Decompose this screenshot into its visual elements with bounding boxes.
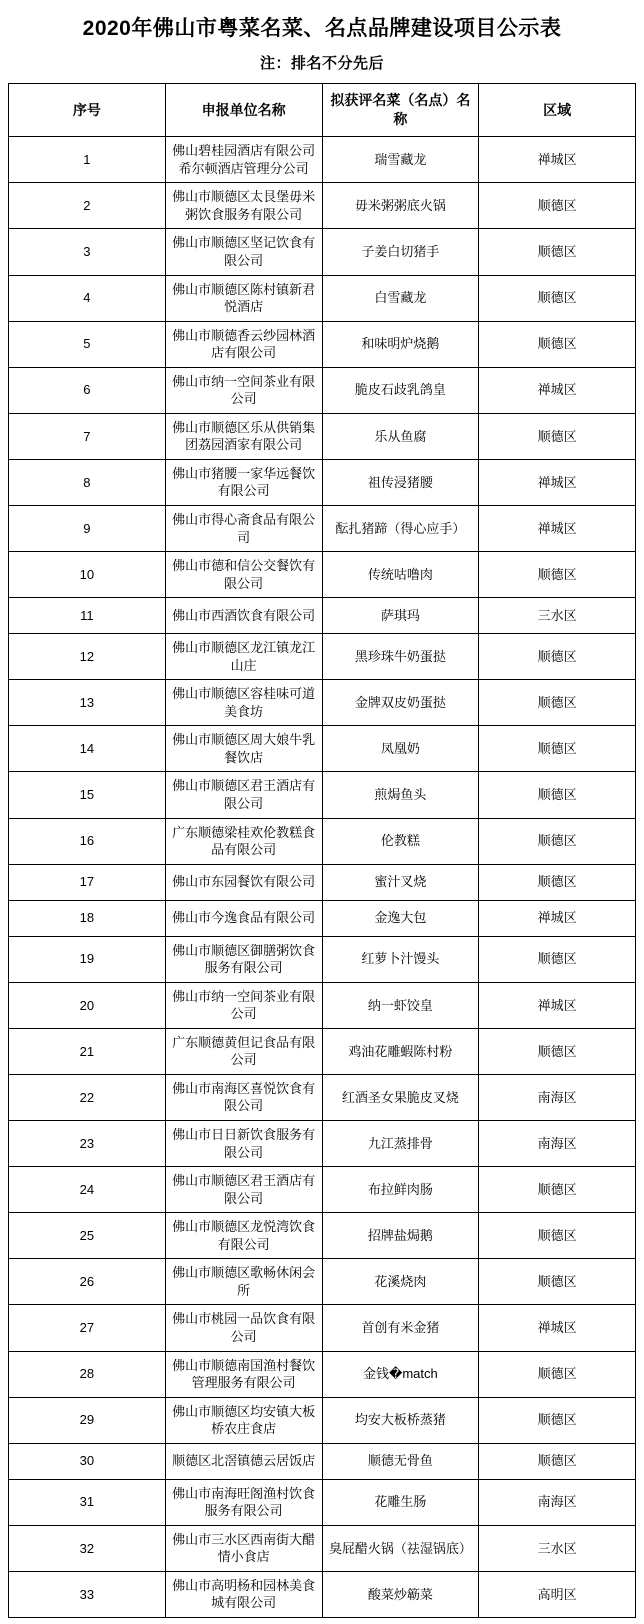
table-row xyxy=(9,982,636,1028)
cell-index: 27 xyxy=(9,1305,166,1351)
cell-area: 顺德区 xyxy=(479,1351,636,1397)
cell-unit-name: 佛山市顺德区坚记饮食有限公司 xyxy=(165,229,322,275)
column-header-index: 序号 xyxy=(9,84,166,137)
cell-area: 顺德区 xyxy=(479,936,636,982)
cell-unit-name: 佛山市纳一空间茶业有限公司 xyxy=(165,982,322,1028)
cell-unit-name: 佛山市德和信公交餐饮有限公司 xyxy=(165,552,322,598)
table-row xyxy=(9,772,636,818)
cell-index: 26 xyxy=(9,1259,166,1305)
cell-area: 顺德区 xyxy=(479,680,636,726)
cell-unit-name: 佛山市顺德区均安镇大板桥农庄食店 xyxy=(165,1397,322,1443)
table-row xyxy=(9,506,636,552)
table-row xyxy=(9,864,636,900)
cell-area: 三水区 xyxy=(479,1525,636,1571)
cell-area: 顺德区 xyxy=(479,413,636,459)
cell-index: 18 xyxy=(9,900,166,936)
cell-index: 31 xyxy=(9,1479,166,1525)
cell-unit-name: 佛山市西酒饮食有限公司 xyxy=(165,598,322,634)
cell-dish-name: 酝扎猪蹄（得心应手） xyxy=(322,506,479,552)
cell-dish-name: 凤凰奶 xyxy=(322,726,479,772)
cell-index: 4 xyxy=(9,275,166,321)
table-row xyxy=(9,1397,636,1443)
cell-dish-name: 均安大板桥蒸猪 xyxy=(322,1397,479,1443)
cell-area: 顺德区 xyxy=(479,183,636,229)
cell-area: 禅城区 xyxy=(479,506,636,552)
table-row xyxy=(9,1074,636,1120)
cell-index: 11 xyxy=(9,598,166,634)
cell-area: 禅城区 xyxy=(479,982,636,1028)
cell-area: 禅城区 xyxy=(479,1305,636,1351)
table-row xyxy=(9,229,636,275)
table-row xyxy=(9,413,636,459)
table-row xyxy=(9,634,636,680)
cell-unit-name: 佛山市顺德区陈村镇新君悦酒店 xyxy=(165,275,322,321)
table-row xyxy=(9,1571,636,1617)
cell-dish-name: 臭屁醋火锅（祛湿锅底） xyxy=(322,1525,479,1571)
cell-unit-name: 佛山市顺德区周大娘牛乳餐饮店 xyxy=(165,726,322,772)
cell-dish-name: 脆皮石歧乳鸽皇 xyxy=(322,367,479,413)
cell-area: 禅城区 xyxy=(479,900,636,936)
page-title: 2020年佛山市粤菜名菜、名点品牌建设项目公示表 xyxy=(82,17,562,40)
cell-dish-name: 酸菜炒簕菜 xyxy=(322,1571,479,1617)
cell-unit-name: 佛山碧桂园酒店有限公司希尔顿酒店管理分公司 xyxy=(165,137,322,183)
cell-dish-name: 鸡油花雕蝦陈村粉 xyxy=(322,1028,479,1074)
table-row xyxy=(9,680,636,726)
cell-dish-name: 红酒圣女果脆皮叉烧 xyxy=(322,1074,479,1120)
cell-index: 33 xyxy=(9,1571,166,1617)
cell-index: 10 xyxy=(9,552,166,598)
table-row xyxy=(9,598,636,634)
cell-area: 顺德区 xyxy=(479,1259,636,1305)
table-row xyxy=(9,1479,636,1525)
cell-unit-name: 佛山市顺德区乐从供销集团荔园酒家有限公司 xyxy=(165,413,322,459)
table-row xyxy=(9,1305,636,1351)
cell-dish-name: 瑞雪藏龙 xyxy=(322,137,479,183)
cell-dish-name: 萨琪玛 xyxy=(322,598,479,634)
cell-dish-name: 红萝卜汁馒头 xyxy=(322,936,479,982)
cell-dish-name: 金钱�match xyxy=(322,1351,479,1397)
cell-dish-name: 黑珍珠牛奶蛋挞 xyxy=(322,634,479,680)
column-header-dish: 拟获评名菜（名点）名称 xyxy=(322,84,479,137)
cell-index: 12 xyxy=(9,634,166,680)
table-row xyxy=(9,1167,636,1213)
cell-unit-name: 佛山市三水区西南街大醋情小食店 xyxy=(165,1525,322,1571)
table-row xyxy=(9,900,636,936)
cell-area: 顺德区 xyxy=(479,552,636,598)
cell-unit-name: 佛山市顺德区龙悦湾饮食有限公司 xyxy=(165,1213,322,1259)
cell-dish-name: 纳一虾饺皇 xyxy=(322,982,479,1028)
cell-unit-name: 佛山市顺德区太艮堡毋米粥饮食服务有限公司 xyxy=(165,183,322,229)
cell-area: 顺德区 xyxy=(479,864,636,900)
cell-dish-name: 祖传浸猪腰 xyxy=(322,459,479,505)
cell-dish-name: 和味明炉烧鹅 xyxy=(322,321,479,367)
table-row xyxy=(9,1351,636,1397)
cell-unit-name: 佛山市南海区喜悦饮食有限公司 xyxy=(165,1074,322,1120)
column-header-area: 区域 xyxy=(479,84,636,137)
cell-unit-name: 佛山市顺德香云纱园林酒店有限公司 xyxy=(165,321,322,367)
cell-unit-name: 佛山市顺德区君王酒店有限公司 xyxy=(165,1167,322,1213)
ranking-note: 注：排名不分先后 xyxy=(259,55,384,73)
cell-dish-name: 伦教糕 xyxy=(322,818,479,864)
cell-unit-name: 佛山市得心斋食品有限公司 xyxy=(165,506,322,552)
cell-unit-name: 佛山市高明杨和园林美食城有限公司 xyxy=(165,1571,322,1617)
cell-dish-name: 乐从鱼腐 xyxy=(322,413,479,459)
cell-area: 三水区 xyxy=(479,598,636,634)
table-row xyxy=(9,367,636,413)
column-header-unit: 申报单位名称 xyxy=(165,84,322,137)
cell-area: 顺德区 xyxy=(479,634,636,680)
cell-index: 24 xyxy=(9,1167,166,1213)
cell-index: 16 xyxy=(9,818,166,864)
cell-dish-name: 顺德无骨鱼 xyxy=(322,1443,479,1479)
cell-index: 8 xyxy=(9,459,166,505)
cell-area: 顺德区 xyxy=(479,726,636,772)
cell-unit-name: 佛山市南海旺阁渔村饮食服务有限公司 xyxy=(165,1479,322,1525)
cell-dish-name: 花溪烧肉 xyxy=(322,1259,479,1305)
cell-dish-name: 白雪藏龙 xyxy=(322,275,479,321)
cell-area: 顺德区 xyxy=(479,275,636,321)
cell-unit-name: 佛山市顺德区君王酒店有限公司 xyxy=(165,772,322,818)
cell-area: 顺德区 xyxy=(479,1167,636,1213)
table-row xyxy=(9,1213,636,1259)
cell-index: 7 xyxy=(9,413,166,459)
project-table xyxy=(8,83,636,1618)
cell-index: 25 xyxy=(9,1213,166,1259)
cell-dish-name: 招牌盐焗鹅 xyxy=(322,1213,479,1259)
cell-area: 顺德区 xyxy=(479,1443,636,1479)
cell-dish-name: 布拉鲜肉肠 xyxy=(322,1167,479,1213)
cell-area: 顺德区 xyxy=(479,772,636,818)
cell-unit-name: 佛山市桃园一品饮食有限公司 xyxy=(165,1305,322,1351)
cell-unit-name: 广东顺德梁桂欢伦教糕食品有限公司 xyxy=(165,818,322,864)
cell-index: 22 xyxy=(9,1074,166,1120)
cell-area: 顺德区 xyxy=(479,229,636,275)
cell-area: 顺德区 xyxy=(479,321,636,367)
cell-index: 3 xyxy=(9,229,166,275)
cell-unit-name: 佛山市今逸食品有限公司 xyxy=(165,900,322,936)
cell-unit-name: 广东顺德黄但记食品有限公司 xyxy=(165,1028,322,1074)
cell-index: 13 xyxy=(9,680,166,726)
cell-area: 禅城区 xyxy=(479,459,636,505)
table-row xyxy=(9,1259,636,1305)
cell-index: 9 xyxy=(9,506,166,552)
table-row xyxy=(9,726,636,772)
cell-area: 禅城区 xyxy=(479,137,636,183)
cell-dish-name: 煎焗鱼头 xyxy=(322,772,479,818)
cell-unit-name: 佛山市顺德区容桂味可道美食坊 xyxy=(165,680,322,726)
cell-dish-name: 金逸大包 xyxy=(322,900,479,936)
table-body xyxy=(9,137,636,1618)
table-row xyxy=(9,183,636,229)
cell-area: 南海区 xyxy=(479,1074,636,1120)
cell-unit-name: 佛山市东园餐饮有限公司 xyxy=(165,864,322,900)
table-header xyxy=(9,84,636,137)
cell-area: 禅城区 xyxy=(479,367,636,413)
cell-index: 15 xyxy=(9,772,166,818)
cell-dish-name: 子姜白切猪手 xyxy=(322,229,479,275)
table-row xyxy=(9,459,636,505)
cell-unit-name: 佛山市顺德区御膳粥饮食服务有限公司 xyxy=(165,936,322,982)
cell-dish-name: 蜜汁叉烧 xyxy=(322,864,479,900)
cell-index: 21 xyxy=(9,1028,166,1074)
table-row xyxy=(9,1443,636,1479)
table-row xyxy=(9,137,636,183)
cell-unit-name: 佛山市顺德区歌畅休闲会所 xyxy=(165,1259,322,1305)
table-row xyxy=(9,552,636,598)
table-row xyxy=(9,275,636,321)
cell-dish-name: 金牌双皮奶蛋挞 xyxy=(322,680,479,726)
cell-index: 28 xyxy=(9,1351,166,1397)
cell-index: 29 xyxy=(9,1397,166,1443)
cell-dish-name: 毋米粥粥底火锅 xyxy=(322,183,479,229)
cell-dish-name: 传统咕噜肉 xyxy=(322,552,479,598)
cell-area: 高明区 xyxy=(479,1571,636,1617)
cell-index: 14 xyxy=(9,726,166,772)
cell-area: 顺德区 xyxy=(479,1028,636,1074)
cell-index: 5 xyxy=(9,321,166,367)
table-row xyxy=(9,936,636,982)
cell-dish-name: 首创有米金猪 xyxy=(322,1305,479,1351)
cell-unit-name: 顺德区北滘镇德云居饭店 xyxy=(165,1443,322,1479)
cell-area: 顺德区 xyxy=(479,1397,636,1443)
cell-index: 6 xyxy=(9,367,166,413)
table-row xyxy=(9,321,636,367)
cell-unit-name: 佛山市纳一空间茶业有限公司 xyxy=(165,367,322,413)
table-row xyxy=(9,1121,636,1167)
cell-index: 23 xyxy=(9,1121,166,1167)
cell-area: 顺德区 xyxy=(479,1213,636,1259)
cell-unit-name: 佛山市顺德南国渔村餐饮管理服务有限公司 xyxy=(165,1351,322,1397)
table-row xyxy=(9,1525,636,1571)
cell-index: 17 xyxy=(9,864,166,900)
cell-area: 南海区 xyxy=(479,1479,636,1525)
cell-unit-name: 佛山市猪腰一家华远餐饮有限公司 xyxy=(165,459,322,505)
cell-dish-name: 花雕生肠 xyxy=(322,1479,479,1525)
cell-index: 20 xyxy=(9,982,166,1028)
table-row xyxy=(9,1028,636,1074)
cell-index: 2 xyxy=(9,183,166,229)
cell-unit-name: 佛山市日日新饮食服务有限公司 xyxy=(165,1121,322,1167)
cell-index: 19 xyxy=(9,936,166,982)
cell-area: 顺德区 xyxy=(479,818,636,864)
cell-unit-name: 佛山市顺德区龙江镇龙江山庄 xyxy=(165,634,322,680)
cell-index: 32 xyxy=(9,1525,166,1571)
cell-area: 南海区 xyxy=(479,1121,636,1167)
cell-index: 30 xyxy=(9,1443,166,1479)
cell-dish-name: 九江蒸排骨 xyxy=(322,1121,479,1167)
table-header-row xyxy=(9,84,636,137)
table-row xyxy=(9,818,636,864)
cell-index: 1 xyxy=(9,137,166,183)
